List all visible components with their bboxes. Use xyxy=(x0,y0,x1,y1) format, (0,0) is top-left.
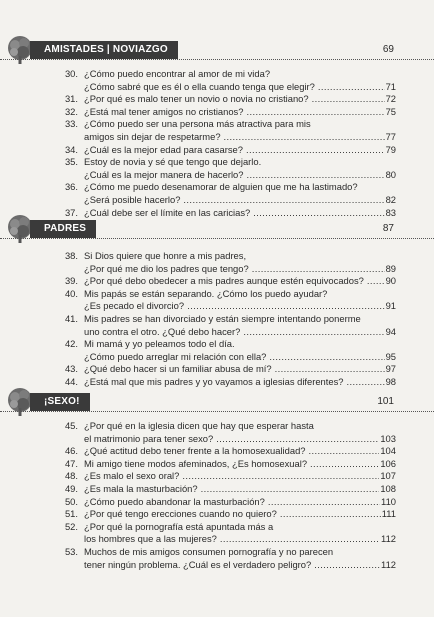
entry-text: el matrimonio para tener sexo? xyxy=(84,432,214,444)
entry-line xyxy=(84,351,396,364)
entry-text: los hombres que a las mujeres? xyxy=(84,533,217,545)
entry-number: 31. xyxy=(64,93,78,105)
entry-text: Mi amigo tiene modos afeminados, ¿Es homosexual? xyxy=(84,457,308,469)
toc-entry[interactable] xyxy=(0,313,434,338)
entry-number: 42. xyxy=(64,338,78,350)
entry-text: ¿Por qué en la iglesia dicen que hay que esperar hasta xyxy=(84,420,314,431)
entry-line xyxy=(84,93,396,106)
entry-page-number: 75 xyxy=(385,105,396,117)
entry-line xyxy=(84,275,396,288)
toc-entry[interactable] xyxy=(0,250,434,275)
toc-entry[interactable] xyxy=(0,496,434,509)
entry-line xyxy=(84,508,396,521)
entry-text: ¿Por qué la pornografía está apuntada más a xyxy=(84,520,274,532)
entry-number: 50. xyxy=(64,495,78,507)
entry-page-number: 89 xyxy=(385,262,396,274)
entry-text: Si Dios quiere que honre a mis padres, xyxy=(84,250,247,261)
entry-line xyxy=(84,363,396,376)
entry-number: 39. xyxy=(64,275,78,287)
entry-page-number: 71 xyxy=(385,80,396,92)
entry-line xyxy=(84,263,396,276)
entry-text: Estoy de novia y sé que tengo que dejarlo. xyxy=(84,156,262,168)
entry-number: 33. xyxy=(64,118,78,130)
entry-page-number: 98 xyxy=(385,375,396,387)
entry-line xyxy=(84,445,396,458)
entry-line xyxy=(84,458,396,471)
entry-number: 43. xyxy=(64,363,78,375)
entry-number: 36. xyxy=(64,181,78,193)
entry-line xyxy=(84,169,396,182)
entry-page-number: 80 xyxy=(385,168,396,180)
entry-text: ¿Por qué tengo erecciones cuando no quiero? xyxy=(84,508,277,520)
entry-text: ¿Qué actitud debo tener frente a la homosexualidad? xyxy=(84,445,306,457)
entry-line xyxy=(84,533,396,546)
section-title: ¡SEXO! xyxy=(30,393,90,411)
entry-number: 46. xyxy=(64,445,78,457)
entry-text: Mi mamá y yo peleamos todo el día. xyxy=(84,338,235,350)
entry-text: tener ningún problema. ¿Cuál es el verdadero peligro? xyxy=(84,558,312,570)
entry-line xyxy=(84,194,396,207)
entry-line xyxy=(84,106,396,119)
entry-number: 41. xyxy=(64,312,78,324)
entry-text: ¿Es malo el sexo oral? xyxy=(84,470,180,482)
entry-text: ¿Por qué me dio los padres que tengo? xyxy=(84,262,249,274)
entries-sexo xyxy=(0,420,434,571)
entry-page-number: 72 xyxy=(385,93,396,105)
entry-page-number: 77 xyxy=(385,130,396,142)
entry-line xyxy=(84,420,396,433)
entry-line xyxy=(84,181,396,194)
entry-line xyxy=(84,144,396,157)
entry-text: ¿Cómo puedo encontrar al amor de mi vida? xyxy=(84,68,271,79)
entry-number: 49. xyxy=(64,482,78,494)
entry-page-number: 94 xyxy=(385,325,396,337)
entry-line xyxy=(84,326,396,339)
entry-line xyxy=(84,483,396,496)
toc-entry[interactable] xyxy=(0,363,434,376)
entry-page-number: 97 xyxy=(385,363,396,375)
entry-line xyxy=(84,313,396,326)
entry-number: 38. xyxy=(64,250,78,261)
toc-entry[interactable] xyxy=(0,181,434,206)
entry-page-number: 79 xyxy=(385,143,396,155)
entry-number: 53. xyxy=(64,545,78,557)
toc-entry[interactable] xyxy=(0,118,434,143)
toc-entry[interactable] xyxy=(0,288,434,313)
toc-entry[interactable] xyxy=(0,68,434,93)
entry-line xyxy=(84,288,396,301)
entry-page-number: 112 xyxy=(381,558,396,570)
section-title: PADRES xyxy=(30,220,96,238)
entry-text: Mis padres se han divorciado y están siempre intentando ponerme xyxy=(84,312,361,324)
entry-page-number: 107 xyxy=(380,470,396,482)
entry-page-number: 106 xyxy=(380,457,396,469)
toc-entry[interactable] xyxy=(0,458,434,471)
entry-text: ¿Está mal tener amigos no cristianos? xyxy=(84,105,244,117)
entry-page-number: 103 xyxy=(380,432,396,444)
entry-text: ¿Por qué es malo tener un novio o novia no cristiano? xyxy=(84,93,309,105)
entry-number: 40. xyxy=(64,287,78,299)
toc-entry[interactable] xyxy=(0,93,434,106)
entry-number: 37. xyxy=(64,206,78,218)
toc-entry[interactable] xyxy=(0,445,434,458)
entry-line xyxy=(84,250,396,263)
entry-line xyxy=(84,207,396,220)
toc-entry[interactable] xyxy=(0,420,434,445)
toc-entry[interactable] xyxy=(0,521,434,546)
entry-page-number: 110 xyxy=(381,495,396,507)
toc-entry[interactable] xyxy=(0,483,434,496)
toc-entry[interactable] xyxy=(0,546,434,571)
toc-entry[interactable] xyxy=(0,144,434,157)
entry-text: ¿Cuál es la mejor edad para casarse? xyxy=(84,143,243,155)
entry-page-number: 82 xyxy=(385,193,396,205)
section-page-number: 87 xyxy=(382,223,394,234)
entry-number: 47. xyxy=(64,457,78,469)
section-header-padres[interactable] xyxy=(0,219,434,239)
entry-line xyxy=(84,338,396,351)
section-title: AMISTADES | NOVIAZGO xyxy=(30,41,178,59)
entry-text: uno contra el otro. ¿Qué debo hacer? xyxy=(84,325,241,337)
toc-entry[interactable] xyxy=(0,106,434,119)
entry-text: ¿Cómo puedo arreglar mi relación con ella? xyxy=(84,350,267,362)
entry-line xyxy=(84,81,396,94)
entry-text: ¿Qué debo hacer si un familiar abusa de mí? xyxy=(84,363,272,375)
entry-text: amigos sin dejar de respetarme? xyxy=(84,130,221,142)
entry-number: 34. xyxy=(64,143,78,155)
toc-entry[interactable] xyxy=(0,156,434,181)
entry-line xyxy=(84,521,396,534)
section-page-number: 101 xyxy=(377,396,394,407)
toc-entry[interactable] xyxy=(0,470,434,483)
entry-number: 52. xyxy=(64,520,78,532)
entry-page-number: 95 xyxy=(385,350,396,362)
entry-text: ¿Cómo puedo ser una persona más atractiva para mis xyxy=(84,118,311,130)
dot-leader xyxy=(0,411,434,412)
toc-entry[interactable] xyxy=(0,338,434,363)
section-header-amistades[interactable] xyxy=(0,40,434,60)
dot-leader xyxy=(0,238,434,239)
entry-line xyxy=(84,496,396,509)
entry-number: 32. xyxy=(64,105,78,117)
entry-page-number: 108 xyxy=(380,482,396,494)
toc-entry[interactable] xyxy=(0,207,434,220)
dot-leader xyxy=(0,59,434,60)
toc-entry[interactable] xyxy=(0,376,434,389)
entry-line xyxy=(84,300,396,313)
entry-text: ¿Es mala la masturbación? xyxy=(84,482,198,494)
entry-text: ¿Por qué debo obedecer a mis padres aunque estén equivocados? xyxy=(84,275,364,287)
entry-text: Muchos de mis amigos consumen pornografía y no parecen xyxy=(84,545,334,557)
entry-line xyxy=(84,470,396,483)
entries-amistades xyxy=(0,68,434,219)
toc-entry[interactable] xyxy=(0,275,434,288)
entry-text: ¿Será posible hacerlo? xyxy=(84,193,181,205)
entry-line xyxy=(84,118,396,131)
entry-number: 45. xyxy=(64,420,78,431)
entry-line xyxy=(84,433,396,446)
entry-text: ¿Está mal que mis padres y yo vayamos a iglesias diferentes? xyxy=(84,375,344,387)
entry-text: Mis papás se están separando. ¿Cómo los puedo ayudar? xyxy=(84,287,328,299)
entry-line xyxy=(84,131,396,144)
entry-number: 48. xyxy=(64,470,78,482)
entry-line xyxy=(84,559,396,572)
entry-number: 35. xyxy=(64,156,78,168)
section-page-number: 69 xyxy=(382,44,394,55)
entry-page-number: 112 xyxy=(381,533,396,545)
entry-text: ¿Cuál debe ser el límite en las caricias? xyxy=(84,206,251,218)
entry-number: 44. xyxy=(64,375,78,387)
entry-number: 30. xyxy=(64,68,78,79)
entry-page-number: 111 xyxy=(381,508,396,520)
entry-page-number: 104 xyxy=(380,445,396,457)
entry-page-number: 91 xyxy=(385,300,396,312)
entry-page-number: 90 xyxy=(385,275,396,287)
entry-line xyxy=(84,68,396,81)
entry-page-number: 83 xyxy=(385,206,396,218)
section-header-sexo[interactable] xyxy=(0,392,434,412)
entry-text: ¿Es pecado el divorcio? xyxy=(84,300,185,312)
entry-text: ¿Cuál es la mejor manera de hacerlo? xyxy=(84,168,244,180)
entry-line xyxy=(84,156,396,169)
entries-padres xyxy=(0,250,434,389)
entry-line xyxy=(84,376,396,389)
entry-text: ¿Cómo sabré que es él o ella cuando tenga que elegir? xyxy=(84,80,315,92)
entry-text: ¿Cómo puedo abandonar la masturbación? xyxy=(84,495,265,507)
entry-text: ¿Cómo me puedo desenamorar de alguien que me ha lastimado? xyxy=(84,181,358,193)
toc-entry[interactable] xyxy=(0,508,434,521)
entry-number: 51. xyxy=(64,508,78,520)
entry-line xyxy=(84,546,396,559)
